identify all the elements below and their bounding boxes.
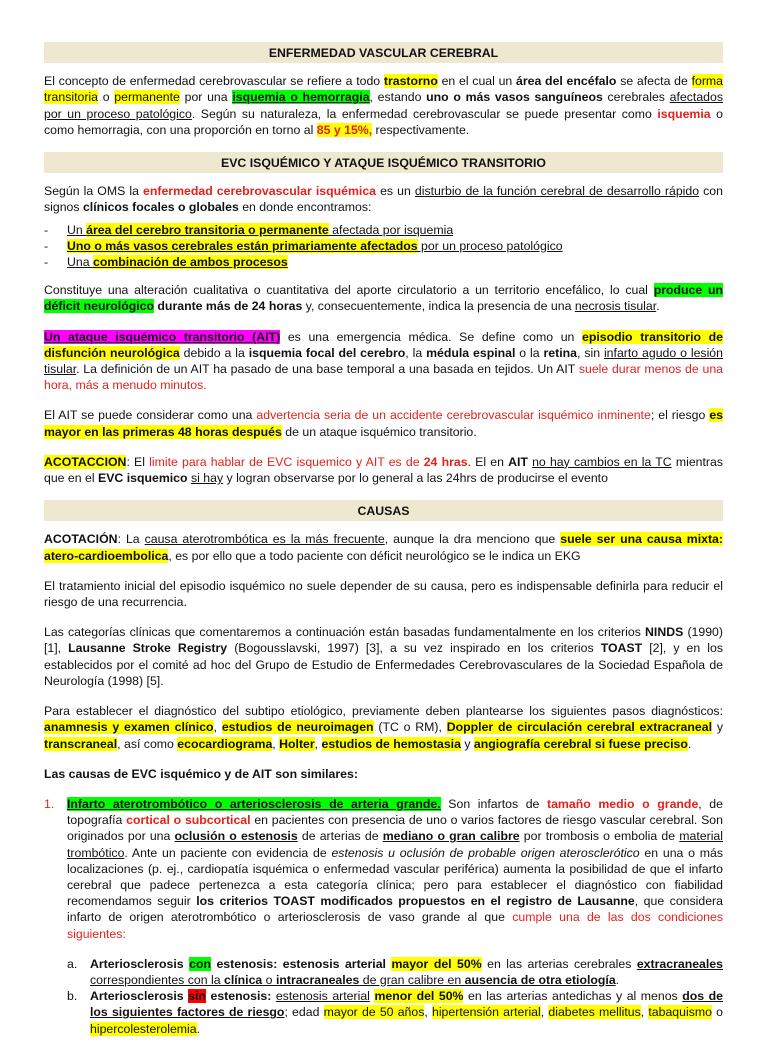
text-run: Un [67,222,87,237]
list-item [44,238,723,254]
bold-criterios-toast: los criterios TOAST modificados propuestos en el registro de Lausanne [196,894,635,909]
text-run: mientras que en el [44,454,723,486]
underlined-oclusion: oclusión o estenosis [174,829,298,844]
section-heading-evc-isquemico: EVC ISQUÉMICO Y ATAQUE ISQUÉMICO TRANSITORIO [44,152,723,173]
text-run: de gran calibre en [359,972,465,987]
text-run: , sin [577,345,604,360]
list-marker: a. [67,956,78,971]
text-run: . El en [467,454,509,469]
text-run: , aunque la dra menciono que [384,532,561,547]
highlight-permanente: permanente [114,90,180,105]
text-run: , así como [117,736,178,751]
highlight-holter: Holter [279,736,315,751]
text-run: Según la OMS la [44,184,143,199]
bold-isquemia-focal: isquemia focal del cerebro [248,345,406,360]
text-run: . [687,736,692,751]
text-run: (TC o RM), [373,720,447,735]
highlight-hipercolesterolemia: hipercolesterolemia [90,1021,197,1036]
highlight-menor-50: menor del 50% [374,989,464,1004]
text-run: en las arterias antedichas y al menos [463,989,683,1004]
text-run: , [424,1005,432,1020]
highlight-causa-mixta: suele ser una causa mixta: atero-cardioembolica [44,532,723,563]
text-run: Constituye una alteración cualitativa o cuantitativa del aporte circulatorio a un territorio encefálico, lo cual [44,283,654,298]
underlined-estenosis-arterial: estenosis arterial [275,989,370,1004]
highlight-tabaquismo: tabaquismo [648,1005,712,1020]
text-run: o [711,1005,723,1020]
text-run: Las categorías clínicas que comentaremos a continuación están basadas fundamentalmente en los criterios [44,625,646,640]
red-limite: limite para hablar de EVC isquemico y AIT es de [149,454,424,469]
text-run: , la [405,345,427,360]
bold-ninds: NINDS [645,625,684,640]
list-marker: - [44,222,49,237]
highlight-anamnesis: anamnesis y examen clínico [44,720,214,735]
underlined-disturbio: disturbio de la función cerebral de desarrollo rápido [414,184,700,199]
paragraph-constituye [44,282,723,314]
underlined-infarto: infarto agudo o lesión tisular [44,345,723,377]
highlight-48-horas: es mayor en las primeras 48 horas después [44,408,723,439]
text-run: por una [179,90,233,105]
text-run: o como hemorragia, con una proporción en torno al [44,106,723,137]
text-run: o la [515,345,544,360]
paragraph-categorias [44,624,723,689]
text-run: : La [117,532,145,547]
text-run: en el cual un [437,74,517,89]
highlight-acotaccion: ACOTACCION [44,454,127,469]
text-run: , [272,736,280,751]
text-run: afectada por isquemia [328,222,454,237]
list-item-con-estenosis [67,956,723,988]
paragraph-causas-title: Las causas de EVC isquémico y de AIT son similares: [44,766,358,781]
bold-retina: retina [543,345,578,360]
text-run: se afecta de [616,74,692,89]
text-run: El AIT se puede considerar como una [44,408,257,423]
bold-medula: médula espinal [426,345,516,360]
bold-toast: TOAST [600,641,643,656]
highlight-forma-transitoria: forma transitoria [44,74,723,105]
highlight-trastorno: trastorno [383,74,438,89]
bold-arteriosclerosis: Arteriosclerosis [90,989,189,1004]
red-24-hras: 24 hras [423,454,468,469]
text-run: , que considera infarto de origen aterotrombótico o arteriosclerosis de vaso grande al que [67,894,723,925]
red-advertencia: advertencia seria de un accidente cerebrovascular isquémico inminente [256,408,651,423]
bold-ait: AIT [508,454,528,469]
paragraph-oms [44,183,723,215]
text-run: en las arterias cerebrales [481,956,637,971]
text-run: por trombosis o embolia de [519,829,680,844]
red-condiciones: cumple una de las dos condiciones siguientes: [67,910,723,941]
text-run: . Ante un paciente con evidencia de [124,845,332,860]
text-run: . [615,972,620,987]
list-item [44,254,723,270]
paragraph-diagnostico [44,703,723,752]
bold-acotacion: ACOTACIÓN [44,532,118,547]
bold-estenosis: estenosis [210,989,268,1004]
text-run: Una [67,255,93,270]
highlight-transcraneal: transcraneal [44,736,118,751]
text-run: Para establecer el diagnóstico del subtipo etiológico, previamente deben plantearse los siguientes pasos diagnósticos: [44,704,723,719]
highlight-doppler: Doppler de circulación cerebral extracraneal [446,720,713,735]
text-run: en una o más localizaciones (p. ej., cardiopatía isquémica o enfermedad vascular periférica) aumenta la posibilidad de que el infarto cerebral que padece pertenezca a esta categoría clínica; pero para establecer el diagnóstico con fiabilidad recomendamos seguir [67,845,723,909]
text-run: correspondientes con la [90,972,224,987]
underlined-proceso-patologico: afectados por un proceso patológico [44,90,723,121]
text-run: de arterias de [297,829,383,844]
highlight-angiografia: angiografía cerebral si fuese preciso [473,736,688,751]
highlight-deficit-neurologico: produce un déficit neurológico [44,283,724,314]
text-run: en donde encontramos: [238,200,372,215]
highlight-con: con [189,956,211,971]
paragraph-acotaccion [44,454,723,486]
red-isquemia: isquemia [657,106,711,121]
section-heading-enfermedad: ENFERMEDAD VASCULAR CEREBRAL [44,42,723,63]
list-item-infarto-aterotrombotico [44,796,723,1037]
text-run: : [267,989,276,1004]
highlight-combinacion: combinación de ambos procesos [92,255,288,270]
text-run: , es por ello que a todo paciente con déficit neurológico se le indica un EKG [168,548,581,563]
text-run: ; edad [284,1005,324,1020]
italic-estenosis: estenosis u oclusión de probable origen aterosclerótico [331,845,640,860]
text-run: y, consecuentemente, indica la presencia de una [302,299,575,314]
bold-estenosis: estenosis [216,956,274,971]
text-run: de un ataque isquémico transitorio. [281,424,477,439]
red-cortical: cortical o subcortical [126,813,251,828]
highlight-hemostasia: estudios de hemostasia [321,736,461,751]
text-run: . [656,299,660,314]
highlight-mayor-50: mayor del 50% [391,956,482,971]
text-run: , estando [369,90,427,105]
bold-clinicos-focales: clínicos focales o globales [82,200,239,215]
highlight-edad: mayor de 50 años [323,1005,425,1020]
bold-area-encefalo: área del encéfalo [516,74,617,89]
text-run: , [314,736,322,751]
text-run: [2], y en los establecidos por el comité ad hoc del Grupo de Estudio de Enfermedades Cerebrovasculares de la Sociedad Española de Neurología (1998) [5]. [44,641,723,688]
text-run: y logran observarse por lo general a las 24hrs de producirse el evento [223,471,608,486]
bold-arteriosclerosis: Arteriosclerosis [90,956,190,971]
highlight-isquemia-hemorragia: isquemia o hemorragia [232,90,370,105]
highlight-ait: Un ataque isquémico transitorio (AIT) [44,329,281,344]
highlight-vasos-cerebrales: Uno o más vasos cerebrales están primariamente afectados [67,238,418,253]
list-marker: - [44,255,49,270]
text-run: ; el riesgo [650,408,710,423]
underlined-necrosis: necrosis tisular [574,299,657,314]
dash-list [44,222,723,271]
text-run: es una emergencia médica. Se define como un [280,329,583,344]
underlined-no-cambios-tc: no hay cambios en la TC [532,454,672,469]
text-run: en pacientes con presencia de uno o varios factores de riesgo vascular cerebral. Son originados por una [67,813,723,844]
text-run: y [460,736,474,751]
list-item-sin-estenosis [67,988,723,1037]
highlight-infarto-aterotrombotico: Infarto aterotrombótico o arteriosclerosis de arteria grande. [67,796,441,811]
underlined-factores-riesgo: dos de los siguientes factores de riesgo [90,989,723,1020]
highlight-area-cerebro: área del cerebro transitoria o permanente [86,222,329,237]
text-run: o [262,972,276,987]
underlined-intracraneales: intracraneales [275,972,360,987]
text-run: con signos [44,184,723,215]
sub-list [67,956,723,1037]
text-run: El concepto de enfermedad cerebrovascular se refiere a todo [44,74,384,89]
list-marker: - [44,238,49,253]
paragraph-advertencia [44,407,723,439]
text-run: , [640,1005,649,1020]
underlined-extracraneales: extracraneales [636,956,723,971]
paragraph-intro [44,73,723,138]
underlined-clinica: clínica [223,972,263,987]
text-run: y [712,720,723,735]
text-run: , [540,1005,549,1020]
highlight-ecocardiograma: ecocardiograma [177,736,273,751]
red-enfermedad-isquemica: enfermedad cerebrovascular isquémica [143,184,377,199]
highlight-diabetes: diabetes mellitus [548,1005,641,1020]
text-run: es un [376,184,415,199]
underlined-material: material trombótico [67,829,724,860]
red-tamano: tamaño medio o grande [547,796,699,811]
highlight-episodio-transitorio: episodio transitorio de disfunción neurológica [44,329,723,360]
paragraph-ait [44,329,723,394]
underlined-calibre: mediano o gran calibre [382,829,520,844]
text-run: cerebrales [602,90,670,105]
text-run: (Bogousslavski, 1997) [3], a su vez inspirado en los criterios [227,641,601,656]
text-run: , de topografía [67,796,723,828]
text-run: : El [126,454,150,469]
bold-vasos-sanguineos: uno o más vasos sanguíneos [426,90,603,105]
text-run: . Según su naturaleza, la enfermedad cerebrovascular se puede presentar como [191,106,658,121]
numbered-list [44,796,723,1037]
document-page [44,38,723,1047]
red-duracion: suele durar menos de una hora, más a menudo minutos. [44,362,723,393]
text-run: : estenosis arterial [273,956,392,971]
underlined-si-hay: si hay [190,471,224,486]
underlined-ausencia: ausencia de otra etiología [464,972,616,987]
text-run: . La definición de un AIT ha pasado de una base temporal a una basada en tejidos. Un AIT [76,362,579,377]
highlight-hipertension: hipertensión arterial [431,1005,541,1020]
highlight-proporcion: 85 y 15%, [316,122,373,137]
text-run: por un proceso patológico [417,238,563,253]
paragraph-acotacion [44,531,723,563]
list-marker: 1. [44,796,55,811]
text-run: , [213,720,222,735]
paragraph-tratamiento: El tratamiento inicial del episodio isquémico no suele depender de su causa, pero es indispensable definirla para reducir el riesgo de una recurrencia. [44,578,723,610]
bold-evc-isquemico: EVC isquemico [98,471,188,486]
text-run: . [196,1021,201,1036]
text-run: (1990) [1], [44,625,723,656]
text-run: Son infartos de [440,796,547,811]
list-item [44,222,723,238]
text-run: debido a la [179,345,249,360]
list-marker: b. [67,989,78,1004]
text-run: respectivamente. [372,122,470,137]
bold-lausanne: Lausanne Stroke Registry [68,641,228,656]
text-run: o [98,90,115,105]
section-heading-causas: CAUSAS [44,500,723,521]
bold-24-horas: durante más de 24 horas [154,299,303,314]
underlined-causa-aterotrombotica: causa aterotrombótica es la más frecuente [144,532,385,547]
highlight-neuroimagen: estudios de neuroimagen [221,720,374,735]
highlight-sin: sin [188,989,206,1004]
